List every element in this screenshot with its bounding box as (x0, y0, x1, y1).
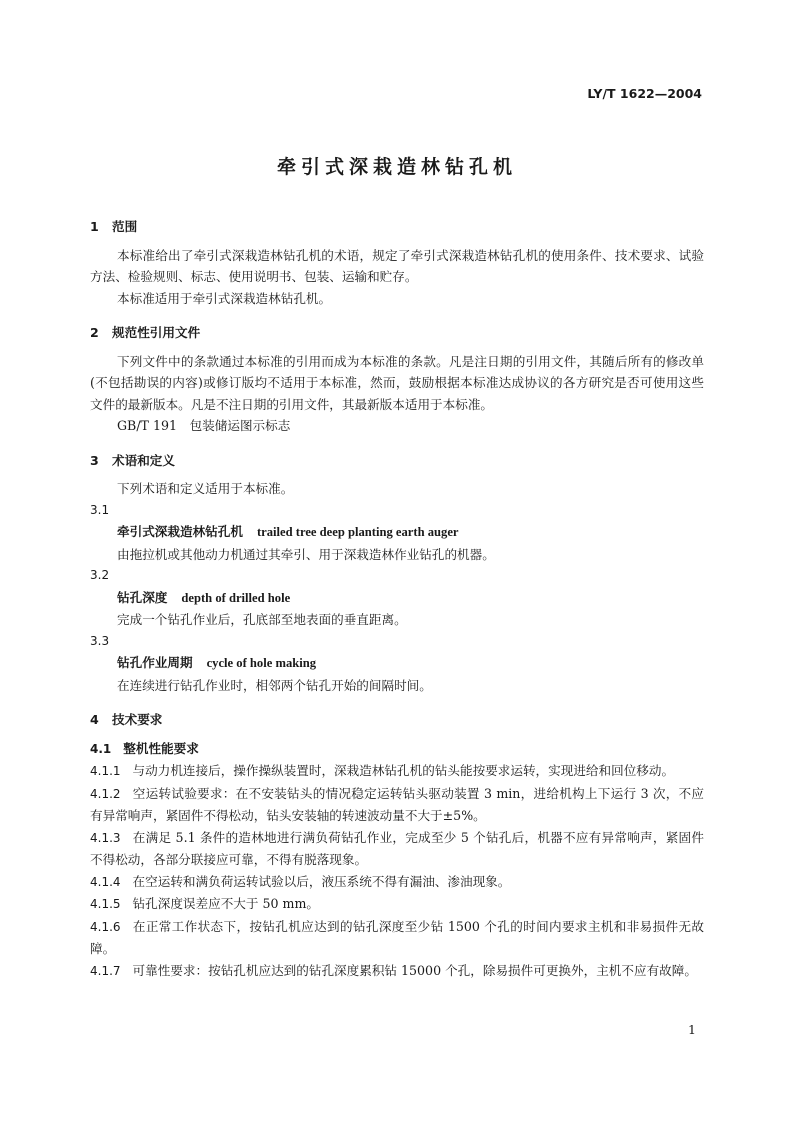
section-1-heading (90, 216, 704, 238)
term-definition: 在连续进行钻孔作业时，相邻两个钻孔开始的间隔时间。 (117, 677, 432, 693)
clause-number: 4.1.5 (90, 897, 121, 911)
clause (90, 871, 704, 894)
section-4-heading (90, 709, 704, 731)
section-number: 4 (90, 712, 99, 727)
term-number: 3.3 (90, 633, 110, 648)
clause-text: 钻孔深度误差应不大于 50 mm。 (132, 896, 319, 911)
subsection-number: 4.1 (90, 741, 112, 756)
clause (90, 827, 704, 871)
standard-code: LY/T 1622—2004 (587, 86, 702, 101)
clause-text: 与动力机连接后，操作操纵装置时，深栽造林钻孔机的钻头能按要求运转，实现进给和回位移动。 (132, 763, 675, 778)
paragraph: 本标准给出了牵引式深栽造林钻孔机的术语，规定了牵引式深栽造林钻孔机的使用条件、技术要求、试验方法、检验规则、标志、使用说明书、包装、运输和贮存。 (90, 247, 704, 284)
clause-number: 4.1.3 (90, 830, 121, 845)
clause (90, 916, 704, 960)
clause-text: 在空运转和满负荷运转试验以后，液压系统不得有漏油、渗油现象。 (132, 873, 511, 889)
paragraph: 本标准适用于牵引式深栽造林钻孔机。 (117, 290, 332, 306)
page-number: 1 (688, 1022, 696, 1037)
paragraph: 下列术语和定义适用于本标准。 (117, 481, 294, 496)
clause-text: 可靠性要求：按钻孔机应达到的钻孔深度累积钻 15000 个孔，除易损件可更换外，主机不应有故障。 (132, 962, 697, 978)
clause-text: 在满足 5.1 条件的造林地进行满负荷钻孔作业，完成至少 5 个钻孔后，机器不应有异常响声，紧固件不得松动，各部分联接应可靠，不得有脱落现象。 (90, 829, 704, 867)
term-english: trailed tree deep planting earth auger (256, 525, 459, 539)
clause (90, 783, 704, 827)
clause-number: 4.1.2 (90, 786, 121, 801)
term-chinese: 牵引式深栽造林钻孔机 (117, 524, 243, 539)
section-2-heading (90, 322, 704, 344)
section-title: 范围 (112, 219, 138, 234)
section-number: 2 (90, 325, 99, 340)
clause (90, 760, 704, 783)
term-number: 3.2 (90, 568, 110, 582)
term-english: depth of drilled hole (181, 590, 291, 605)
term-definition: 由拖拉机或其他动力机通过其牵引、用于深栽造林作业钻孔的机器。 (117, 546, 495, 562)
section-number: 3 (90, 452, 99, 468)
term-number: 3.1 (90, 502, 110, 517)
term-entry (90, 652, 704, 675)
document-body (90, 216, 704, 982)
reference-item: GB/T 191 包装储运图示标志 (117, 418, 291, 433)
clause (90, 960, 704, 983)
section-3-heading (90, 450, 704, 472)
clause-number: 4.1.4 (90, 874, 121, 889)
subsection-title: 整机性能要求 (123, 740, 199, 756)
clause-number: 4.1.7 (90, 963, 121, 978)
section-number: 1 (90, 219, 99, 234)
document-title: 牵引式深栽造林钻孔机 (276, 156, 517, 178)
section-title: 规范性引用文件 (112, 325, 201, 340)
clause-number: 4.1.1 (90, 764, 121, 778)
paragraph: 下列文件中的条款通过本标准的引用而成为本标准的条款。凡是注日期的引用文件，其随后所有的修改单(不包括勘误的内容)或修订版均不适用于本标准，然而，鼓励根据本标准达成协议的各方研究是否可使用这些文件的最新版本。凡是不注日期的引用文件，其最新版本适用于本标准。 (90, 353, 704, 412)
clause-text: 空运转试验要求：在不安装钻头的情况稳定运转钻头驱动装置 3 min，进给机构上下运行 3 次，不应有异常响声，紧固件不得松动，钻头安装轴的转速波动量不大于±5%。 (90, 785, 704, 823)
term-chinese: 钻孔深度 (117, 589, 168, 605)
term-english: cycle of hole making (206, 656, 317, 670)
clause-text: 在正常工作状态下，按钻孔机应达到的钻孔深度至少钻 1500 个孔的时间内要求主机和非易损件无故障。 (90, 918, 704, 956)
term-entry (90, 587, 704, 610)
clause (90, 893, 704, 916)
term-definition: 完成一个钻孔作业后，孔底部至地表面的垂直距离。 (117, 612, 407, 627)
term-entry (90, 521, 704, 544)
section-title: 技术要求 (112, 712, 163, 727)
term-chinese: 钻孔作业周期 (117, 655, 193, 670)
subsection-4-1-heading (90, 738, 704, 761)
section-title: 术语和定义 (112, 452, 175, 468)
clause-number: 4.1.6 (90, 919, 121, 934)
